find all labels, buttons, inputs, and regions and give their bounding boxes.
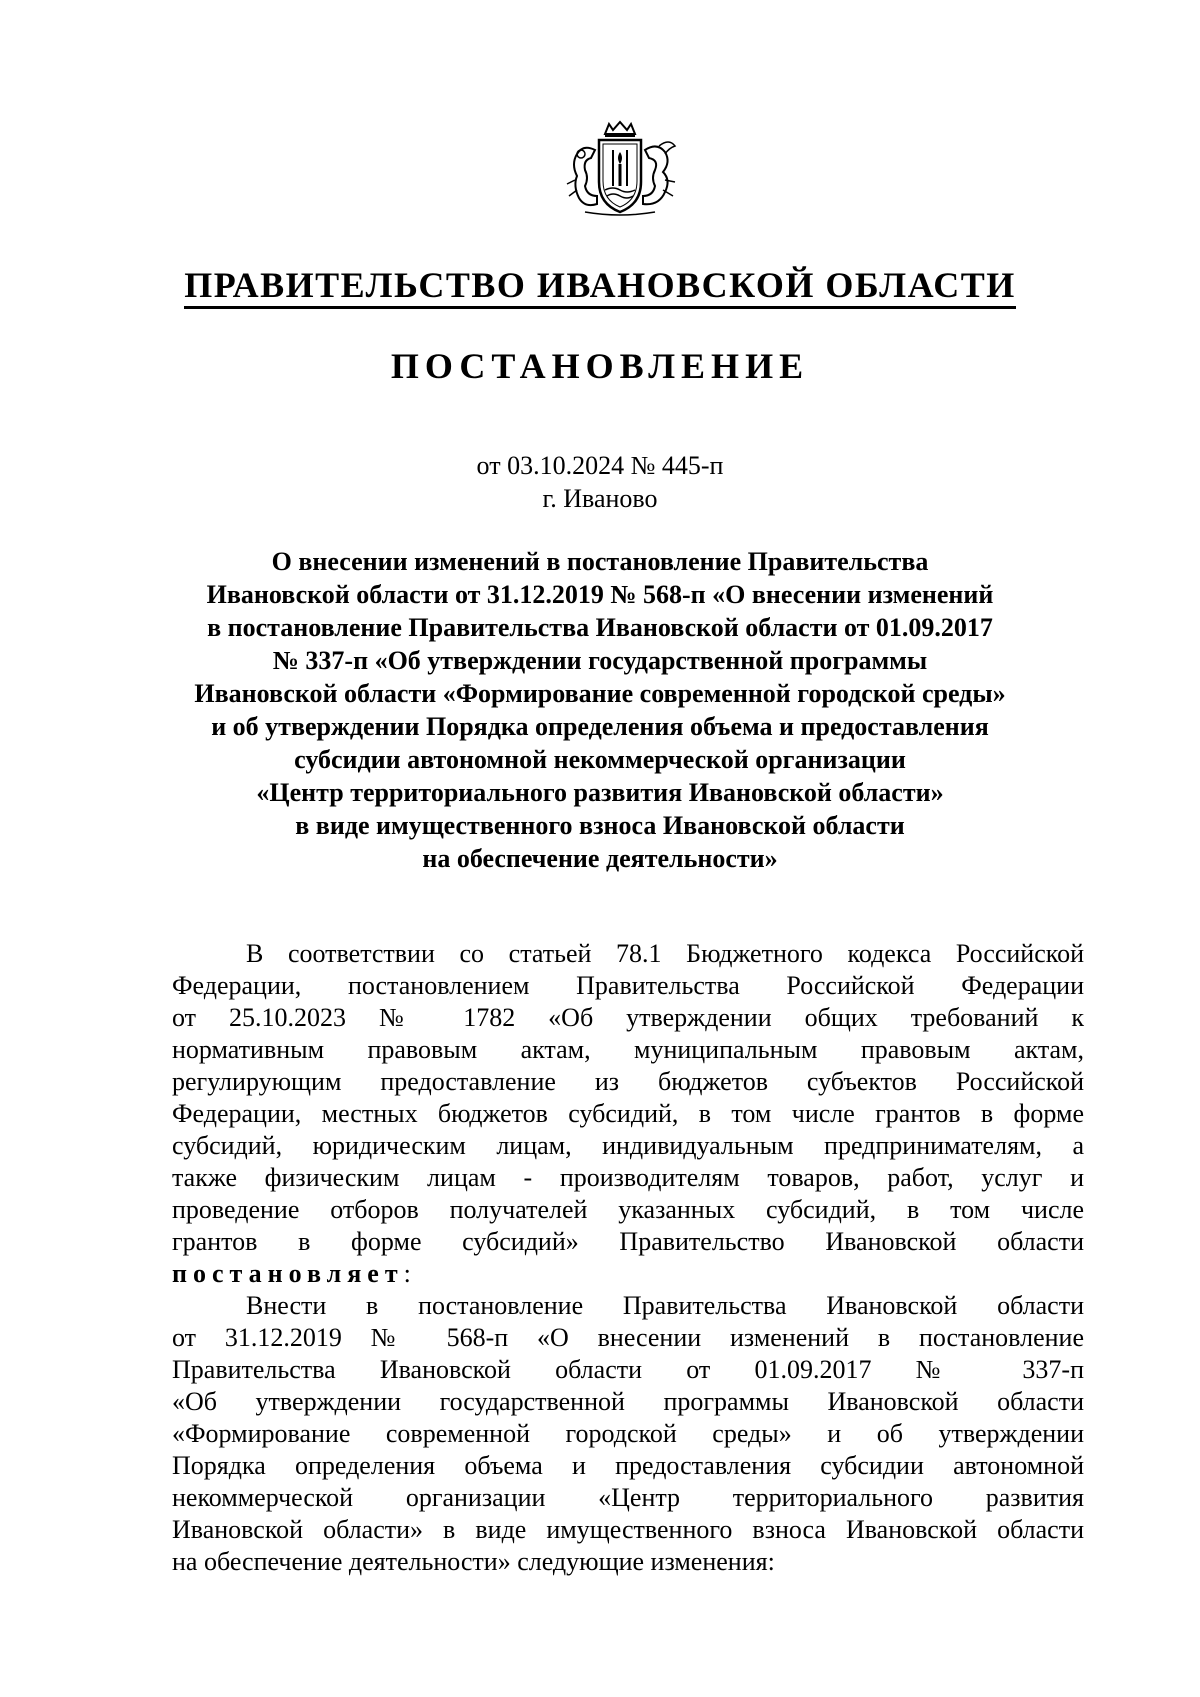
body-line: от 31.12.2019 № 568-п «О внесении изменений в постановление — [172, 1323, 1084, 1352]
body-line: нормативным правовым актам, муниципальным правовым актам, — [172, 1035, 1084, 1064]
subject-line: Ивановской области от 31.12.2019 № 568-п «О внесении изменений — [206, 580, 994, 609]
coat-of-arms-emblem — [555, 120, 685, 220]
body-line: Ивановской области» в виде имущественного взноса Ивановской области — [172, 1515, 1084, 1544]
body-line: субсидий, юридическим лицам, индивидуальным предпринимателям, а — [172, 1131, 1084, 1160]
document-city: г. Иваново — [542, 484, 658, 513]
subject-line: О внесении изменений в постановление Правительства — [271, 547, 929, 576]
subject-line: в виде имущественного взноса Ивановской области — [295, 811, 905, 840]
resolves-colon: : — [403, 1259, 411, 1288]
body-line: В соответствии со статьей 78.1 Бюджетного кодекса Российской — [246, 939, 1084, 968]
body-line: «Об утверждении государственной программы Ивановской области — [172, 1387, 1084, 1416]
body-line: регулирующим предоставление из бюджетов субъектов Российской — [172, 1067, 1084, 1096]
document-type: ПОСТАНОВЛЕНИЕ — [390, 346, 810, 386]
subject-line: № 337-п «Об утверждении государственной программы — [272, 646, 928, 675]
body-line: грантов в форме субсидий» Правительство Ивановской области — [172, 1227, 1084, 1256]
body-line: проведение отборов получателей указанных субсидий, в том числе — [172, 1195, 1084, 1224]
subject-line: в постановление Правительства Ивановской области от 01.09.2017 — [207, 613, 993, 642]
body-line: на обеспечение деятельности» следующие изменения: — [172, 1547, 775, 1576]
body-line: от 25.10.2023 № 1782 «Об утверждении общих требований к — [172, 1003, 1084, 1032]
government-title-text: ПРАВИТЕЛЬСТВО ИВАНОВСКОЙ ОБЛАСТИ — [184, 265, 1016, 309]
subject-line: Ивановской области «Формирование современной городской среды» — [194, 679, 1006, 708]
government-title — [0, 263, 1200, 307]
body-line: «Формирование современной городской среды» и об утверждении — [172, 1419, 1084, 1448]
resolves-word: постановляет — [172, 1259, 404, 1288]
document-subject — [160, 545, 1040, 875]
operative-paragraph — [172, 1290, 1084, 1578]
subject-line: «Центр территориального развития Ивановской области» — [256, 778, 944, 807]
preamble-paragraph — [172, 938, 1084, 1290]
body-line: Федерации, постановлением Правительства Российской Федерации — [172, 971, 1084, 1000]
document-date-number: от 03.10.2024 № 445-п — [476, 451, 724, 480]
body-line: Правительства Ивановской области от 01.09.2017 № 337-п — [172, 1355, 1084, 1384]
body-line: Порядка определения объема и предоставления субсидии автономной — [172, 1451, 1084, 1480]
subject-line: на обеспечение деятельности» — [422, 844, 778, 873]
resolves-line — [172, 1258, 1084, 1290]
body-line: Внести в постановление Правительства Ивановской области — [246, 1291, 1084, 1320]
subject-line: и об утверждении Порядка определения объема и предоставления — [211, 712, 989, 741]
subject-line: субсидии автономной некоммерческой организации — [294, 745, 906, 774]
body-line: также физическим лицам - производителям товаров, работ, услуг и — [172, 1163, 1084, 1192]
body-line: некоммерческой организации «Центр территориального развития — [172, 1483, 1084, 1512]
body-line: Федерации, местных бюджетов субсидий, в том числе грантов в форме — [172, 1099, 1084, 1128]
